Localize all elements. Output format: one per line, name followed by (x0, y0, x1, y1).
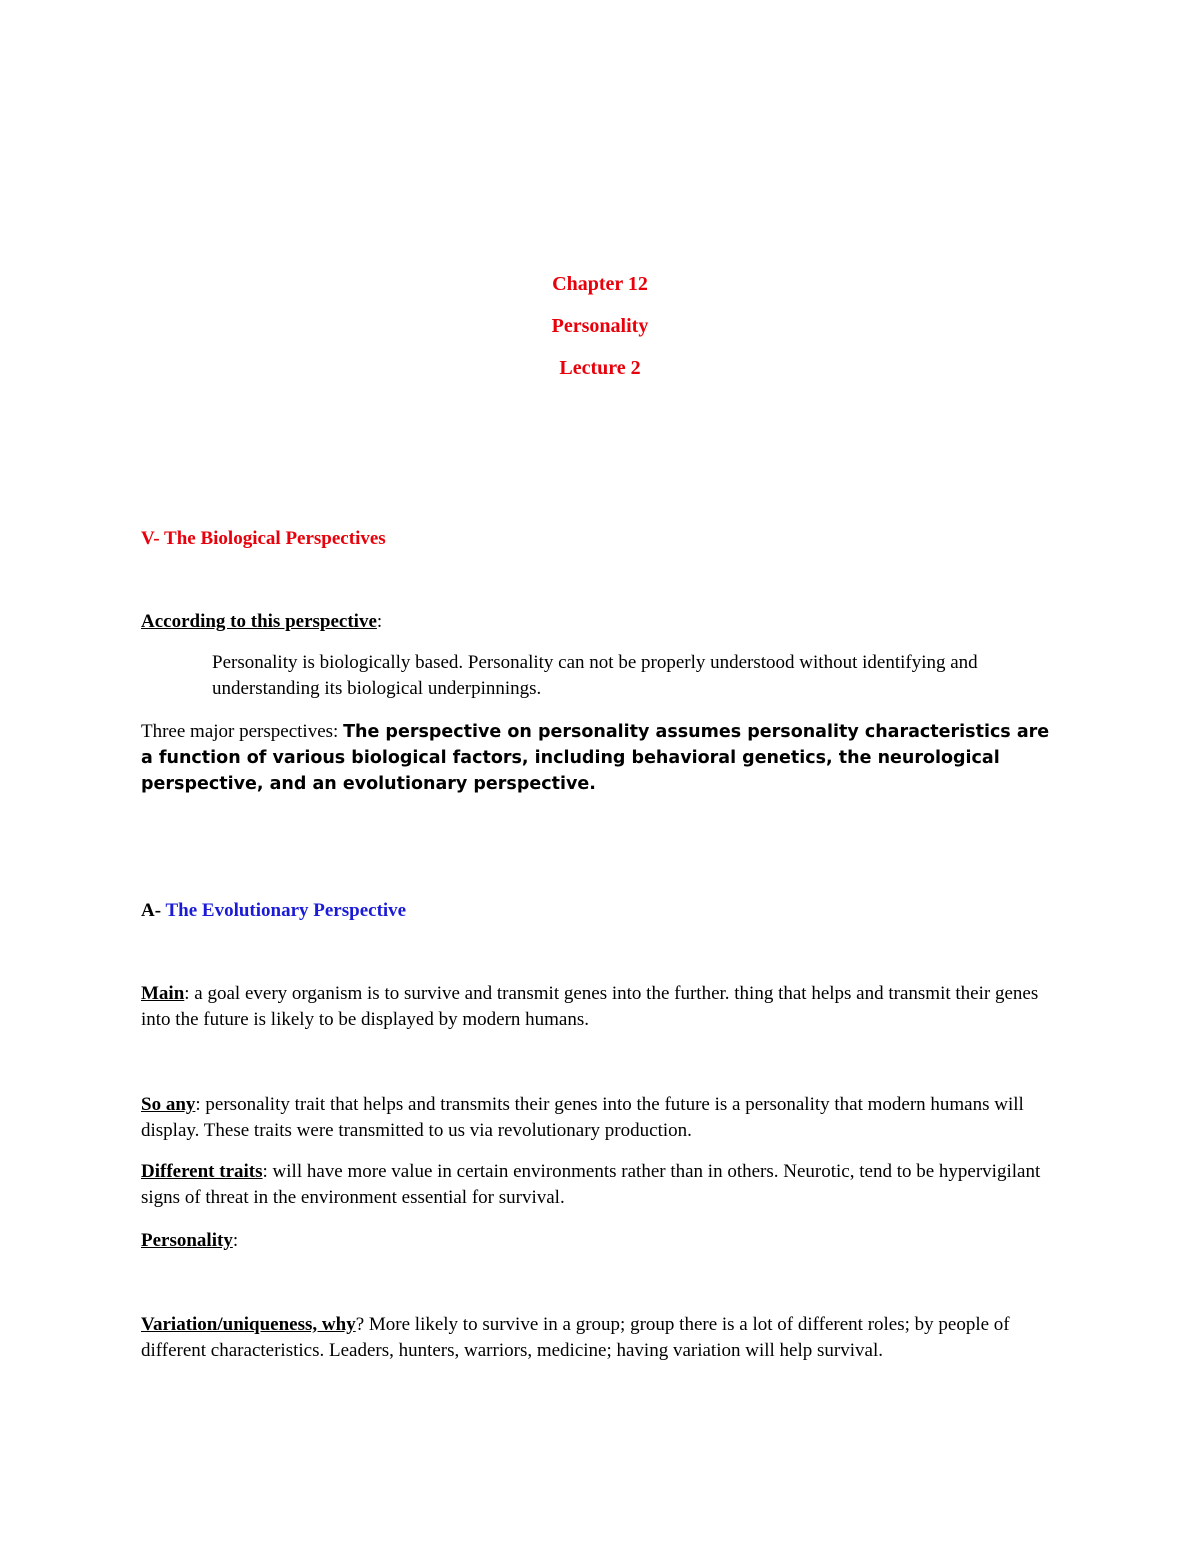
main-text: : a goal every organism is to survive and transmit genes into the further. thing that helps and transmit their genes into the future is likely to be displayed by modern humans. (141, 983, 1039, 1030)
section-a-prefix: A- (141, 900, 166, 921)
personality-label: Personality (141, 1230, 233, 1251)
according-line (141, 609, 1051, 635)
three-major-label: Three major perspectives: (141, 721, 344, 742)
main-paragraph (141, 981, 1051, 1033)
three-major-bold-text: The perspective on personality assumes personality characteristics are a function of various biological factors, including behavioral genetics, the neurological perspective, and an evolutionary perspective. (141, 722, 1050, 794)
different-traits-label: Different traits (141, 1161, 263, 1182)
lecture-title: Lecture 2 (559, 357, 641, 379)
personality-colon: : (232, 1230, 239, 1251)
variation-text: ? More likely to survive in a group; group there is a lot of different roles; by people of different characteristics. Leaders, hunters, warriors, medicine; having variation will help survival. (141, 1314, 1010, 1361)
biological-basis-paragraph: Personality is biologically based. Personality can not be properly understood without identifying and understanding its biological underpinnings. (212, 652, 978, 699)
so-any-text: : personality trait that helps and transmits their genes into the future is a personality that modern humans will display. These traits were transmitted to us via revolutionary production. (141, 1094, 1024, 1141)
section-v-heading: V- The Biological Perspectives (141, 528, 386, 549)
three-major-paragraph (141, 719, 1051, 797)
section-a-title: The Evolutionary Perspective (165, 900, 407, 921)
main-label: Main (141, 983, 185, 1004)
according-label: According to this perspective (141, 611, 377, 632)
section-a-heading (141, 898, 1051, 924)
different-traits-text: : will have more value in certain environments rather than in others. Neurotic, tend to be hypervigilant signs of threat in the environment essential for survival. (141, 1161, 1041, 1208)
so-any-paragraph (141, 1092, 1051, 1144)
chapter-title: Chapter 12 (552, 273, 648, 295)
according-colon: : (376, 611, 383, 632)
variation-label: Variation/uniqueness, why (141, 1314, 356, 1335)
subject-title: Personality (551, 315, 649, 337)
variation-paragraph (141, 1312, 1051, 1364)
personality-line (141, 1228, 1051, 1254)
so-any-label: So any (141, 1094, 196, 1115)
different-traits-paragraph (141, 1159, 1051, 1211)
